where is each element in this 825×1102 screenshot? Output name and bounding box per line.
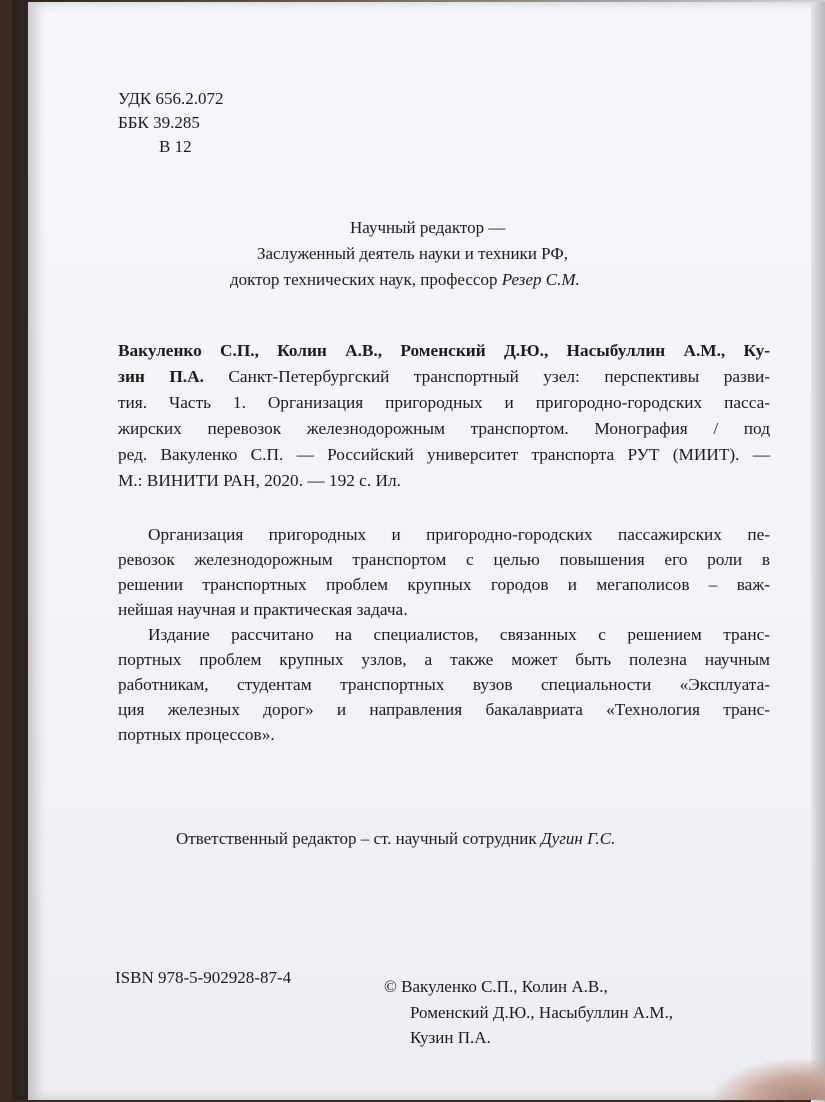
abstract-p1-line: решении транспортных проблем крупных городов и мегаполисов – важ- <box>118 575 770 594</box>
citation-title: Санкт-Петербургский транспортный узел: перспективы разви- <box>203 367 770 386</box>
copyright-line-3: Кузин П.А. <box>410 1028 491 1047</box>
citation-block <box>118 338 770 494</box>
udk-code: УДК 656.2.072 <box>118 89 224 108</box>
citation-author-last: зин П.А. <box>118 367 204 386</box>
citation-authors: Вакуленко С.П., Колин А.В., Роменский Д.Ю., Насыбуллин А.М., Ку- <box>118 341 770 360</box>
book-page <box>28 2 825 1100</box>
editor-line-1: Научный редактор — <box>350 218 506 237</box>
abstract-p2-line: ция железных дорог» и направления бакалавриата «Технология транс- <box>118 700 770 719</box>
abstract-p2-line: портных процессов». <box>118 725 275 744</box>
citation-line-4: жирских перевозок железнодорожным транспортом. Монография / под <box>118 419 770 438</box>
citation-line-6: М.: ВИНИТИ РАН, 2020. — 192 с. Ил. <box>118 471 401 490</box>
copyright-line-2: Роменский Д.Ю., Насыбуллин А.М., <box>410 1003 674 1022</box>
copyright-line-1: © Вакуленко С.П., Колин А.В., <box>384 977 608 996</box>
responsible-editor-name: Дугин Г.С. <box>540 829 616 848</box>
editor-line-2: Заслуженный деятель науки и техники РФ, <box>257 244 569 263</box>
isbn: ISBN 978-5-902928-87-4 <box>115 968 292 987</box>
finger-shadow <box>715 1060 825 1100</box>
author-index: В 12 <box>159 137 192 156</box>
editor-line-3 <box>230 270 580 290</box>
bbk-code: ББК 39.285 <box>118 113 200 132</box>
citation-line-3: тия. Часть 1. Организация пригородных и пригородно-городских пасса- <box>118 393 770 412</box>
responsible-editor <box>176 829 615 849</box>
abstract-p2-line: портных проблем крупных узлов, а также может быть полезна научным <box>118 650 770 669</box>
editor-name: Резер С.М. <box>501 270 580 289</box>
abstract-p2-line: работникам, студентам транспортных вузов специальности «Эксплуата- <box>118 675 770 694</box>
citation-line-5: ред. Вакуленко С.П. — Российский университет транспорта РУТ (МИИТ). — <box>118 445 770 464</box>
abstract-p1-line: Организация пригородных и пригородно-городских пассажирских пе- <box>148 525 770 544</box>
abstract-p2-line: Издание рассчитано на специалистов, связанных с решением транс- <box>148 625 770 644</box>
page-edge <box>811 2 825 1102</box>
abstract-paragraph-2 <box>118 622 770 747</box>
abstract-p1-line: нейшая научная и практическая задача. <box>118 600 408 619</box>
responsible-editor-position: Ответственный редактор – ст. научный сотрудник <box>176 829 541 848</box>
citation-line-2 <box>118 364 770 390</box>
abstract-paragraph-1 <box>118 522 770 622</box>
editor-position: доктор технических наук, профессор <box>230 270 502 289</box>
abstract-p1-line: ревозок железнодорожным транспортом с целью повышения его роли в <box>118 550 770 569</box>
